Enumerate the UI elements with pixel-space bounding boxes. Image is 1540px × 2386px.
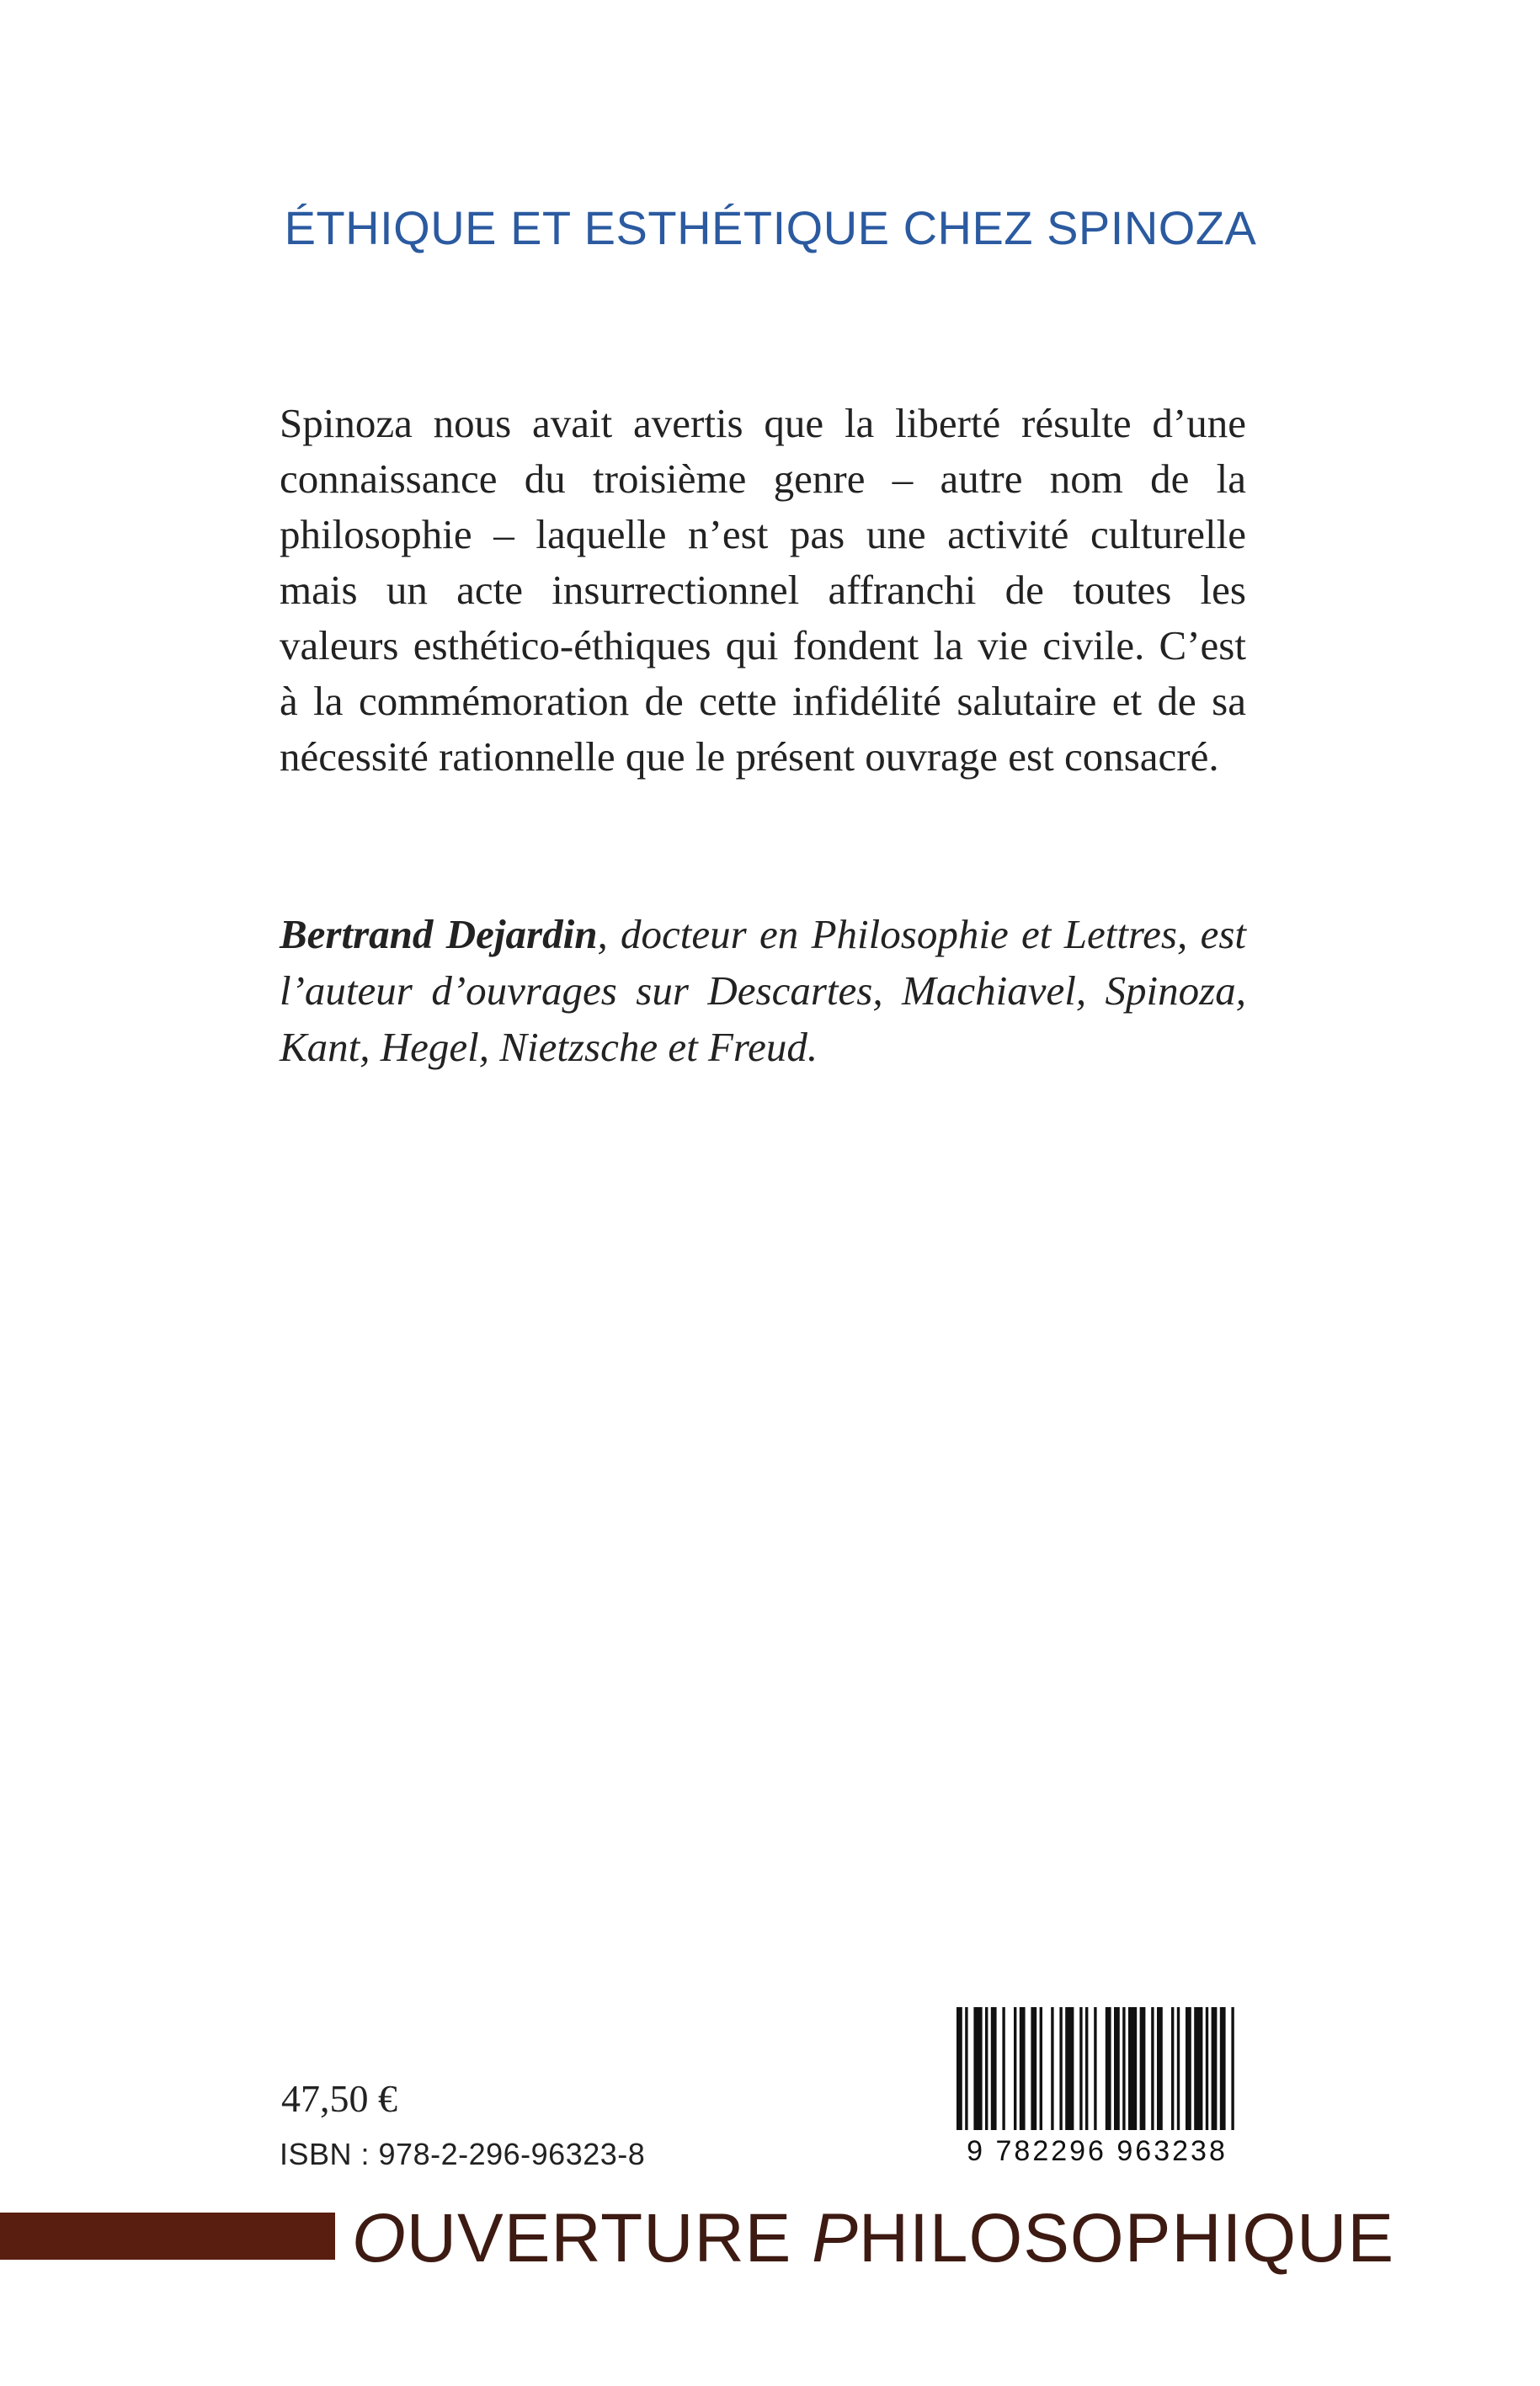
barcode-bar: [1051, 2007, 1053, 2133]
barcode-bar: [1094, 2007, 1096, 2133]
book-summary: [280, 396, 1246, 785]
barcode-bar: [1140, 2007, 1146, 2133]
barcode-bar: [1194, 2007, 1202, 2133]
barcode-bar: [1171, 2007, 1174, 2133]
summary-line: à la commémoration de cette infidélité salutaire et de sa: [280, 678, 1246, 724]
price: 47,50 €: [281, 2077, 397, 2120]
barcode-bar: [965, 2007, 967, 2133]
barcode-bar: [1186, 2007, 1191, 2133]
barcode-bar: [1079, 2007, 1082, 2133]
barcode-bar: [1206, 2007, 1208, 2133]
bio-text: , docteur en Philosophie et Lettres, est: [597, 911, 1247, 957]
barcode-bar: [1065, 2007, 1074, 2133]
barcode-bar: [1157, 2007, 1163, 2133]
barcode-bar: [1220, 2007, 1226, 2133]
summary-line: Spinoza nous avait avertis que la liberté résulte d’une: [280, 400, 1246, 446]
collection-initial-p: P: [812, 2200, 859, 2277]
summary-line: valeurs esthético-éthiques qui fondent la vie civile. C’est: [280, 622, 1246, 668]
barcode-bar: [1040, 2007, 1042, 2133]
barcode-bar: [957, 2007, 962, 2133]
collection-name: [352, 2199, 1394, 2278]
barcode-bar: [1114, 2007, 1120, 2133]
barcode-bar: [1212, 2007, 1218, 2133]
isbn: ISBN : 978-2-296-96323-8: [280, 2137, 646, 2171]
barcode-bar: [1085, 2007, 1088, 2133]
barcode-bar: [1122, 2007, 1125, 2133]
author-name: Bertrand Dejardin: [280, 911, 598, 957]
barcode-bar: [1128, 2007, 1137, 2133]
collection-initial-o: O: [352, 2200, 407, 2277]
barcode-bar: [1106, 2007, 1111, 2133]
summary-line: mais un acte insurrectionnel affranchi de toutes les: [280, 567, 1246, 613]
collection-band: [0, 2213, 335, 2260]
barcode-bars: [951, 2007, 1243, 2133]
barcode-bar: [991, 2007, 997, 2133]
barcode-bar: [973, 2007, 982, 2133]
summary-line: connaissance du troisième genre – autre nom de la: [280, 455, 1246, 502]
barcode-bar: [1020, 2007, 1026, 2133]
summary-line: nécessité rationnelle que le présent ouvrage est consacré.: [280, 733, 1219, 780]
barcode-bar: [1002, 2007, 1004, 2133]
barcode-bar: [1177, 2007, 1180, 2133]
barcode-digits: 9 782296 963238: [951, 2130, 1243, 2172]
barcode-bar: [1231, 2007, 1234, 2133]
barcode-bar: [1031, 2007, 1036, 2133]
bio-line: [280, 906, 1246, 962]
barcode-bar: [985, 2007, 988, 2133]
barcode-bar: [1014, 2007, 1016, 2133]
bio-line: l’auteur d’ouvrages sur Descartes, Machiavel, Spinoza,: [280, 967, 1246, 1014]
barcode-bar: [1151, 2007, 1154, 2133]
barcode-bar: [1059, 2007, 1062, 2133]
bio-line: Kant, Hegel, Nietzsche et Freud.: [280, 1024, 818, 1070]
author-bio: [280, 906, 1246, 1075]
collection-word-2: HILOSOPHIQUE: [858, 2200, 1395, 2277]
summary-line: philosophie – laquelle n’est pas une activité culturelle: [280, 511, 1246, 557]
collection-word-1: UVERTURE: [406, 2200, 813, 2277]
book-title: ÉTHIQUE ET ESTHÉTIQUE CHEZ SPINOZA: [284, 201, 1257, 254]
